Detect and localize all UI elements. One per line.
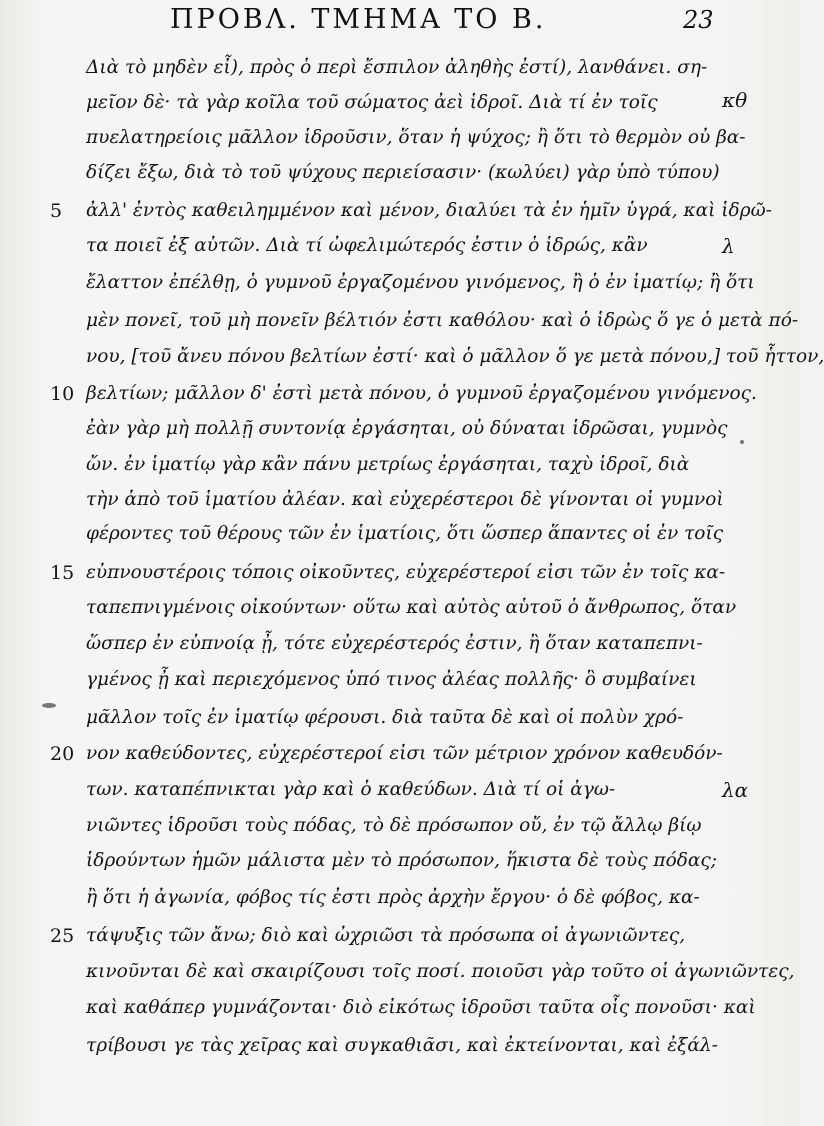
ink-blot [42, 703, 56, 708]
text-line-19: μᾶλλον τοῖς ἐν ἱματίῳ φέρουσι. διὰ ταῦτα δὲ καὶ οἱ πολὺν χρό- [86, 707, 684, 728]
text-line-9: νου, [τοῦ ἄνευ πόνου βελτίων ἐστί· καὶ ὁ μᾶλλον ὅ γε μετὰ πόνου,] τοῦ ἧττον, [86, 346, 824, 367]
text-line-3: πυελατηρείοις μᾶλλον ἱδροῦσιν, ὅταν ἡ ψύχος; ἢ ὅτι τὸ θερμὸν οὐ βα- [86, 127, 746, 148]
text-line-8: μὲν πονεῖ, τοῦ μὴ πονεῖν βέλτιόν ἐστι καθόλου· καὶ ὁ ἱδρὼς ὅ γε ὁ μετὰ πό- [86, 310, 799, 331]
text-line-26: κινοῦνται δὲ καὶ σκαιρίζουσι τοῖς ποσί. ποιοῦσι γὰρ τοῦτο οἱ ἀγωνιῶντες, [86, 961, 795, 982]
margin-note-l: λ [722, 234, 735, 258]
line-number-5: 5 [50, 200, 63, 222]
text-line-15: εὐπνουστέροις τόποις οἰκοῦντες, εὐχερέστεροί εἰσι τῶν ἐν τοῖς κα- [86, 562, 726, 583]
line-number-20: 20 [50, 743, 75, 765]
text-line-14: φέροντες τοῦ θέρους τῶν ἐν ἱματίοις, ὅτι ὥσπερ ἅπαντες οἱ ἐν τοῖς [86, 523, 724, 544]
running-head: ΠΡΟΒΛ. ΤΜΗΜΑ ΤΟ Β. [170, 4, 547, 35]
text-line-17: ὥσπερ ἐν εὐπνοίᾳ ᾖ, τότε εὐχερέστερός ἐστιν, ἢ ὅταν καταπεπνι- [86, 633, 703, 654]
text-line-2: μεῖον δὲ· τὰ γὰρ κοῖλα τοῦ σώματος ἀεὶ ἱδροῖ. Διὰ τί ἐν τοῖς [86, 92, 658, 113]
text-line-7: ἔλαττον ἐπέλθῃ, ὁ γυμνοῦ ἐργαζομένου γινόμενος, ἢ ὁ ἐν ἱματίῳ; ἢ ὅτι [86, 272, 755, 293]
text-line-13: τὴν ἀπὸ τοῦ ἱματίου ἀλέαν. καὶ εὐχερέστεροι δὲ γίνονται οἱ γυμνοὶ [86, 489, 724, 510]
text-line-12: ὤν. ἐν ἱματίῳ γὰρ κἂν πάνυ μετρίως ἐργάσηται, ταχὺ ἱδροῖ, διὰ [86, 454, 690, 475]
text-line-27: καὶ καθάπερ γυμνάζονται· διὸ εἰκότως ἱδροῦσι ταῦτα οἷς πονοῦσι· καὶ [86, 997, 756, 1018]
text-line-23: ἱδρούντων ἡμῶν μάλιστα μὲν τὸ πρόσωπον, ἥκιστα δὲ τοὺς πόδας; [86, 850, 717, 871]
page-number: 23 [683, 6, 714, 34]
text-line-16: ταπεπνιγμένοις οἰκούντων· οὕτω καὶ αὐτὸς αὑτοῦ ὁ ἄνθρωπος, ὅταν [86, 597, 737, 618]
text-line-28: τρίβουσι γε τὰς χεῖρας καὶ συγκαθιᾶσι, καὶ ἐκτείνονται, καὶ ἐξάλ- [86, 1035, 718, 1056]
text-line-22: νιῶντες ἱδροῦσι τοὺς πόδας, τὸ δὲ πρόσωπον οὔ, ἐν τῷ ἄλλῳ βίῳ [86, 815, 702, 836]
paper-speck [740, 440, 744, 444]
line-number-25: 25 [50, 925, 75, 947]
text-line-21: των. καταπέπνικται γὰρ καὶ ὁ καθεύδων. Διὰ τί οἱ ἀγω- [86, 779, 616, 800]
margin-note-la: λα [722, 778, 749, 802]
text-line-18: γμένος ᾖ καὶ περιεχόμενος ὑπό τινος ἀλέας πολλῆς· ὃ συμβαίνει [86, 669, 697, 690]
text-line-11: ἐὰν γὰρ μὴ πολλῇ συντονίᾳ ἐργάσηται, οὐ δύναται ἱδρῶσαι, γυμνὸς [86, 418, 728, 439]
text-line-20: νον καθεύδοντες, εὐχερέστεροί εἰσι τῶν μέτριον χρόνον καθευδόν- [86, 743, 723, 764]
text-line-1: Διὰ τὸ μηδὲν εἶ), πρὸς ὁ περὶ ἔσπιλον ἀληθὴς ἐστί), λανθάνει. ση- [86, 57, 708, 78]
text-line-25: τάψυξις τῶν ἄνω; διὸ καὶ ὠχριῶσι τὰ πρόσωπα οἱ ἀγωνιῶντες, [86, 925, 686, 946]
line-number-10: 10 [50, 383, 75, 405]
text-line-10: βελτίων; μᾶλλον δ' ἐστὶ μετὰ πόνου, ὁ γυμνοῦ ἐργαζομένου γινόμενος. [86, 383, 757, 404]
text-line-6: τα ποιεῖ ἐξ αὐτῶν. Διὰ τί ὠφελιμώτερός ἐστιν ὁ ἱδρώς, κἂν [86, 235, 648, 256]
text-line-5: ἀλλ' ἐντὸς καθειλημμένον καὶ μένον, διαλύει τὰ ἐν ἡμῖν ὑγρά, καὶ ἱδρῶ- [86, 200, 772, 221]
text-line-24: ἢ ὅτι ἡ ἀγωνία, φόβος τίς ἐστι πρὸς ἀρχὴν ἔργου· ὁ δὲ φόβος, κα- [86, 887, 700, 908]
text-line-4: δίζει ἔξω, διὰ τὸ τοῦ ψύχους περιείσασιν· (κωλύει) γὰρ ὑπὸ τύπου) [86, 162, 720, 183]
margin-note-kth: κθ [722, 88, 748, 112]
line-number-15: 15 [50, 562, 75, 584]
